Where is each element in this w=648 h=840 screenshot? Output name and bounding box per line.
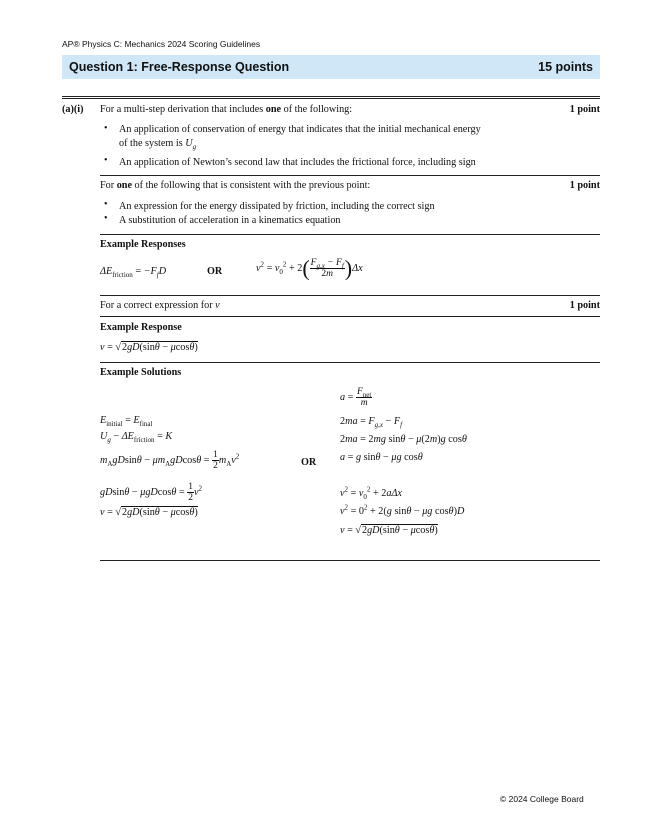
velocity-result-equation: v = √2gD(sinθ − μcosθ): [100, 342, 198, 353]
criterion-2-points: 1 point: [569, 180, 600, 191]
energy-step-5: v = √2gD(sinθ − μcosθ): [100, 507, 198, 518]
copyright-footer: © 2024 College Board: [500, 794, 584, 804]
bullet-icon: •: [104, 123, 108, 134]
divider: [100, 295, 600, 296]
question-title: Question 1: Free-Response Question: [69, 60, 290, 74]
criterion-2-bullet-1: An expression for the energy dissipated by friction, including the correct sign: [119, 201, 435, 212]
divider: [100, 362, 600, 363]
example-responses-heading: Example Responses: [100, 239, 186, 250]
example-solutions-heading: Example Solutions: [100, 367, 182, 378]
newton-step-2: $2ma = F_{g,x} - F_f$: [340, 416, 403, 430]
question-bar: [62, 55, 600, 79]
divider: [100, 560, 600, 561]
bullet-icon: •: [104, 213, 108, 224]
divider: [100, 234, 600, 235]
energy-friction-equation: $\Delta E_{friction} = -F_fD$: [100, 266, 167, 280]
criterion-2-bullet-2: A substitution of acceleration in a kinematics equation: [119, 215, 341, 226]
energy-step-4: gDsinθ − μgDcosθ = $\frac{1}{2}$ $v^2$: [100, 482, 203, 503]
question-points: 15 points: [538, 60, 593, 74]
divider: [100, 316, 600, 317]
divider: [62, 98, 600, 99]
criterion-1-bullet-1-line-2: of the system is $U_g$: [119, 138, 197, 152]
criterion-1-bullet-1-line-1: An application of conservation of energy that indicates that the initial mechanical energy: [119, 124, 481, 135]
newton-step-3: 2ma = 2mg sinθ − μ(2m)g cosθ: [340, 434, 467, 445]
criterion-1-points: 1 point: [569, 104, 600, 115]
newton-step-1: a = $\frac{F_{net}}{m}$: [340, 387, 372, 408]
bullet-icon: •: [104, 155, 108, 166]
newton-step-6: $v^2 = 0^2 + 2(g$ sinθ − μg cosθ)D: [340, 503, 465, 517]
criterion-1-intro: For a multi-step derivation that includes one of the following:: [100, 104, 353, 115]
energy-step-2: $U_g - \Delta E_{friction} = K$: [100, 431, 173, 445]
criterion-3-points: 1 point: [569, 300, 600, 311]
page-header: AP® Physics C: Mechanics 2024 Scoring Guidelines: [62, 39, 261, 49]
kinematics-equation: $v^2 = v_0^2 + 2$( $\frac{F_{g,x} - F_f}{2m}$ )Δx: [256, 255, 363, 281]
newton-step-4: a = g sinθ − μg cosθ: [340, 452, 423, 463]
or-label: OR: [301, 457, 317, 468]
divider: [100, 175, 600, 176]
energy-step-3: $m_AgDsin\theta - \mu m_AgDcos\theta$ = $\frac{1}{2}$ $m_Av^2$: [100, 450, 240, 471]
divider: [62, 96, 600, 97]
bullet-icon: •: [104, 199, 108, 210]
criterion-3-text: For a correct expression for v: [100, 300, 220, 311]
part-label: (a)(i): [62, 104, 84, 115]
newton-step-5: $v^2 = v_0^2 + 2a\Delta x$: [340, 485, 402, 502]
example-response-heading: Example Response: [100, 322, 182, 333]
newton-step-7: v = √2gD(sinθ − μcosθ): [340, 525, 438, 536]
criterion-1-bullet-2: An application of Newton’s second law that includes the frictional force, including sign: [119, 157, 476, 168]
criterion-2-intro: For one of the following that is consistent with the previous point:: [100, 180, 371, 191]
energy-step-1: $E_{initial} = E_{final}$: [100, 415, 153, 429]
or-label: OR: [207, 266, 223, 277]
